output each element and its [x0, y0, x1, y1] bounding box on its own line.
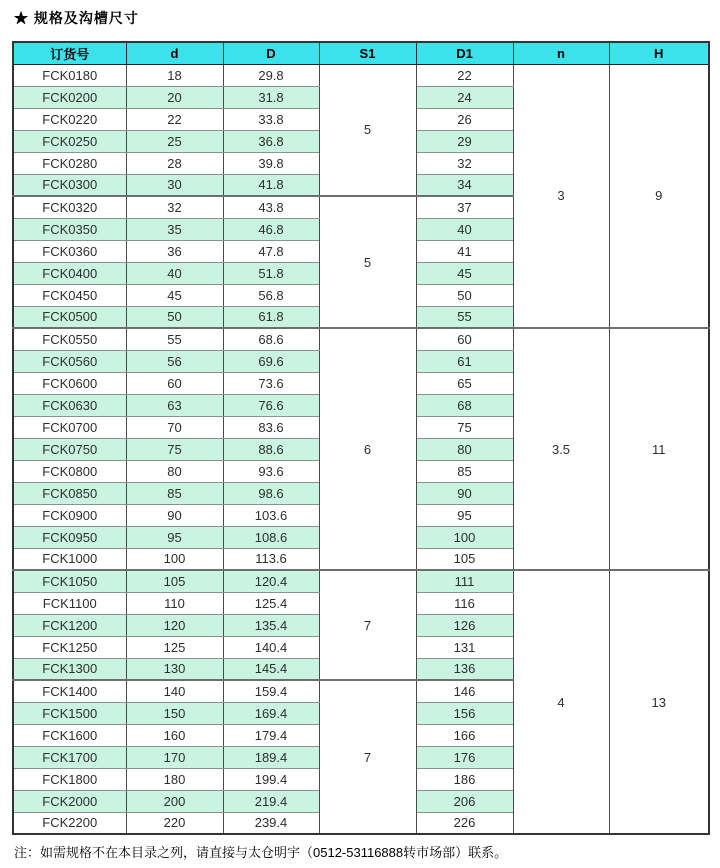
d-cell: 150: [126, 702, 223, 724]
d-cell: 25: [126, 130, 223, 152]
D-cell: 68.6: [223, 328, 319, 350]
spec-table: [12, 41, 710, 835]
d-cell: 200: [126, 790, 223, 812]
D-cell: 103.6: [223, 504, 319, 526]
D1-cell: 126: [416, 614, 513, 636]
D1-cell: 65: [416, 372, 513, 394]
h-merged-cell: 9: [609, 64, 709, 328]
d-cell: 140: [126, 680, 223, 702]
d-cell: 50: [126, 306, 223, 328]
table-header-row: [13, 42, 709, 64]
order-no-cell: FCK0500: [13, 306, 126, 328]
d-cell: 180: [126, 768, 223, 790]
order-no-cell: FCK0450: [13, 284, 126, 306]
order-no-cell: FCK1700: [13, 746, 126, 768]
D1-cell: 55: [416, 306, 513, 328]
D-cell: 61.8: [223, 306, 319, 328]
D1-cell: 90: [416, 482, 513, 504]
D1-cell: 75: [416, 416, 513, 438]
D-cell: 76.6: [223, 394, 319, 416]
D1-cell: 226: [416, 812, 513, 834]
d-cell: 70: [126, 416, 223, 438]
D-cell: 56.8: [223, 284, 319, 306]
d-cell: 32: [126, 196, 223, 218]
order-no-cell: FCK0400: [13, 262, 126, 284]
D1-cell: 131: [416, 636, 513, 658]
d-cell: 80: [126, 460, 223, 482]
D1-cell: 50: [416, 284, 513, 306]
d-cell: 105: [126, 570, 223, 592]
D-cell: 140.4: [223, 636, 319, 658]
d-cell: 100: [126, 548, 223, 570]
d-cell: 130: [126, 658, 223, 680]
D-cell: 33.8: [223, 108, 319, 130]
order-no-cell: FCK0600: [13, 372, 126, 394]
column-header-d: d: [126, 42, 223, 64]
d-cell: 60: [126, 372, 223, 394]
D-cell: 135.4: [223, 614, 319, 636]
order-no-cell: FCK1200: [13, 614, 126, 636]
D-cell: 69.6: [223, 350, 319, 372]
D-cell: 239.4: [223, 812, 319, 834]
table-row: [13, 328, 709, 350]
d-cell: 220: [126, 812, 223, 834]
D1-cell: 41: [416, 240, 513, 262]
D-cell: 41.8: [223, 174, 319, 196]
D-cell: 189.4: [223, 746, 319, 768]
D-cell: 31.8: [223, 86, 319, 108]
D1-cell: 100: [416, 526, 513, 548]
order-no-cell: FCK1000: [13, 548, 126, 570]
D-cell: 98.6: [223, 482, 319, 504]
order-no-cell: FCK1600: [13, 724, 126, 746]
d-cell: 20: [126, 86, 223, 108]
D1-cell: 116: [416, 592, 513, 614]
D-cell: 93.6: [223, 460, 319, 482]
order-no-cell: FCK0630: [13, 394, 126, 416]
order-no-cell: FCK0850: [13, 482, 126, 504]
D1-cell: 26: [416, 108, 513, 130]
order-no-cell: FCK0800: [13, 460, 126, 482]
order-no-cell: FCK1050: [13, 570, 126, 592]
order-no-cell: FCK2200: [13, 812, 126, 834]
D-cell: 219.4: [223, 790, 319, 812]
D-cell: 29.8: [223, 64, 319, 86]
order-no-cell: FCK0250: [13, 130, 126, 152]
d-cell: 63: [126, 394, 223, 416]
D-cell: 39.8: [223, 152, 319, 174]
column-header-S1: S1: [319, 42, 416, 64]
D1-cell: 37: [416, 196, 513, 218]
h-merged-cell: 11: [609, 328, 709, 570]
d-cell: 22: [126, 108, 223, 130]
D1-cell: 186: [416, 768, 513, 790]
order-no-cell: FCK1500: [13, 702, 126, 724]
D-cell: 169.4: [223, 702, 319, 724]
d-cell: 170: [126, 746, 223, 768]
h-merged-cell: 13: [609, 570, 709, 834]
D-cell: 73.6: [223, 372, 319, 394]
s1-merged-cell: 6: [319, 328, 416, 570]
order-no-cell: FCK0200: [13, 86, 126, 108]
D-cell: 36.8: [223, 130, 319, 152]
n-merged-cell: 3.5: [513, 328, 609, 570]
order-no-cell: FCK0700: [13, 416, 126, 438]
order-no-cell: FCK1100: [13, 592, 126, 614]
order-no-cell: FCK0320: [13, 196, 126, 218]
D-cell: 43.8: [223, 196, 319, 218]
order-no-cell: FCK0750: [13, 438, 126, 460]
d-cell: 36: [126, 240, 223, 262]
D1-cell: 146: [416, 680, 513, 702]
D1-cell: 22: [416, 64, 513, 86]
D-cell: 125.4: [223, 592, 319, 614]
D1-cell: 45: [416, 262, 513, 284]
order-no-cell: FCK0300: [13, 174, 126, 196]
D1-cell: 111: [416, 570, 513, 592]
order-no-cell: FCK0280: [13, 152, 126, 174]
D1-cell: 40: [416, 218, 513, 240]
D-cell: 159.4: [223, 680, 319, 702]
D-cell: 199.4: [223, 768, 319, 790]
d-cell: 95: [126, 526, 223, 548]
order-no-cell: FCK0350: [13, 218, 126, 240]
order-no-cell: FCK0220: [13, 108, 126, 130]
D-cell: 88.6: [223, 438, 319, 460]
column-header-D1: D1: [416, 42, 513, 64]
d-cell: 125: [126, 636, 223, 658]
order-no-cell: FCK0360: [13, 240, 126, 262]
D-cell: 120.4: [223, 570, 319, 592]
d-cell: 75: [126, 438, 223, 460]
d-cell: 45: [126, 284, 223, 306]
d-cell: 28: [126, 152, 223, 174]
order-no-cell: FCK0900: [13, 504, 126, 526]
D1-cell: 176: [416, 746, 513, 768]
d-cell: 40: [126, 262, 223, 284]
d-cell: 56: [126, 350, 223, 372]
table-row: [13, 64, 709, 86]
order-no-cell: FCK0560: [13, 350, 126, 372]
table-row: [13, 570, 709, 592]
d-cell: 55: [126, 328, 223, 350]
order-no-cell: FCK0180: [13, 64, 126, 86]
D-cell: 113.6: [223, 548, 319, 570]
D1-cell: 60: [416, 328, 513, 350]
D1-cell: 206: [416, 790, 513, 812]
s1-merged-cell: 5: [319, 196, 416, 328]
d-cell: 110: [126, 592, 223, 614]
order-no-cell: FCK0950: [13, 526, 126, 548]
spec-table-body: [13, 64, 709, 834]
D1-cell: 32: [416, 152, 513, 174]
D1-cell: 34: [416, 174, 513, 196]
D-cell: 145.4: [223, 658, 319, 680]
order-no-cell: FCK1800: [13, 768, 126, 790]
s1-merged-cell: 5: [319, 64, 416, 196]
D1-cell: 29: [416, 130, 513, 152]
D-cell: 179.4: [223, 724, 319, 746]
D1-cell: 156: [416, 702, 513, 724]
D1-cell: 166: [416, 724, 513, 746]
D-cell: 46.8: [223, 218, 319, 240]
D1-cell: 136: [416, 658, 513, 680]
d-cell: 160: [126, 724, 223, 746]
D1-cell: 85: [416, 460, 513, 482]
D1-cell: 61: [416, 350, 513, 372]
D1-cell: 68: [416, 394, 513, 416]
order-no-cell: FCK1250: [13, 636, 126, 658]
s1-merged-cell: 7: [319, 680, 416, 834]
d-cell: 90: [126, 504, 223, 526]
D-cell: 108.6: [223, 526, 319, 548]
order-no-cell: FCK2000: [13, 790, 126, 812]
D1-cell: 80: [416, 438, 513, 460]
order-no-cell: FCK1400: [13, 680, 126, 702]
s1-merged-cell: 7: [319, 570, 416, 680]
D-cell: 47.8: [223, 240, 319, 262]
D-cell: 83.6: [223, 416, 319, 438]
d-cell: 120: [126, 614, 223, 636]
column-header-order-no: 订货号: [13, 42, 126, 64]
order-no-cell: FCK1300: [13, 658, 126, 680]
d-cell: 18: [126, 64, 223, 86]
D-cell: 51.8: [223, 262, 319, 284]
d-cell: 85: [126, 482, 223, 504]
n-merged-cell: 4: [513, 570, 609, 834]
column-header-n: n: [513, 42, 609, 64]
n-merged-cell: 3: [513, 64, 609, 328]
d-cell: 35: [126, 218, 223, 240]
D1-cell: 24: [416, 86, 513, 108]
page-title: ★ 规格及沟槽尺寸: [14, 10, 139, 26]
D1-cell: 95: [416, 504, 513, 526]
order-no-cell: FCK0550: [13, 328, 126, 350]
footer-note: 注：如需规格不在本目录之列，请直接与太仓明宇（0512-53116888转市场部）联系。: [14, 845, 508, 860]
D1-cell: 105: [416, 548, 513, 570]
d-cell: 30: [126, 174, 223, 196]
column-header-D: D: [223, 42, 319, 64]
column-header-H: H: [609, 42, 709, 64]
